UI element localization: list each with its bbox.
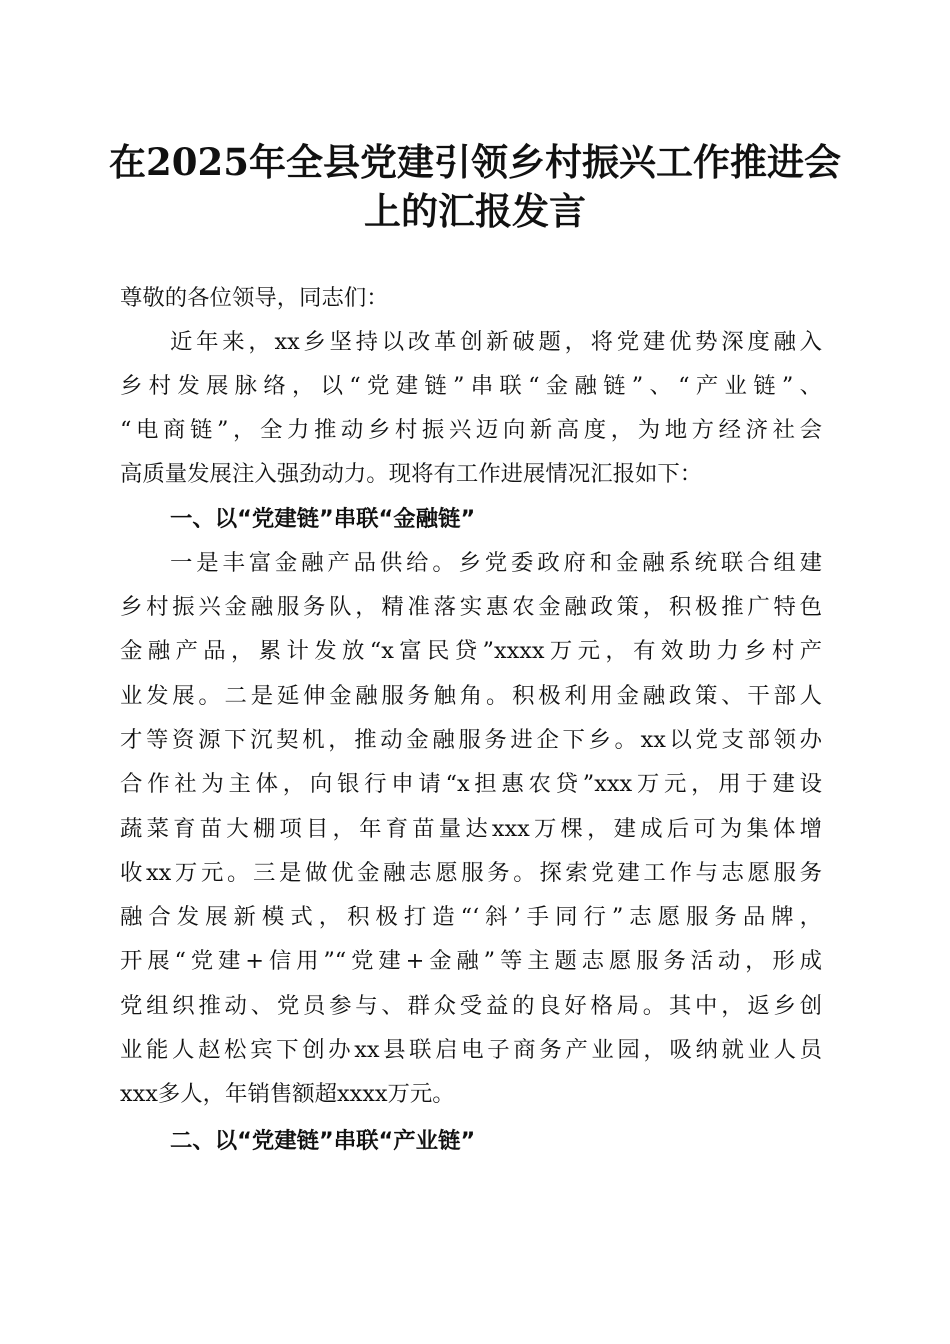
document-title-line-2: 上的汇报发言 (364, 189, 586, 233)
section-1-line: 收xx万元。三是做优金融志愿服务。探索党建工作与志愿服务 (120, 860, 822, 886)
section-2-heading: 二、以“党建链”串联“产业链” (170, 1128, 476, 1154)
section-1-line: 才等资源下沉契机，推动金融服务进企下乡。xx以党支部领办 (120, 727, 822, 753)
greeting: 尊敬的各位领导，同志们： (120, 285, 389, 311)
section-1-line: 蔬菜育苗大棚项目，年育苗量达xxx万棵，建成后可为集体增 (120, 816, 822, 842)
intro-line: 近年来，xx乡坚持以改革创新破题，将党建优势深度融入 (170, 329, 822, 355)
section-1-line: 乡村振兴金融服务队，精准落实惠农金融政策，积极推广特色 (120, 594, 822, 620)
intro-line: “电商链”，全力推动乡村振兴迈向新高度，为地方经济社会 (120, 417, 822, 443)
document-title-line-1: 在2025年全县党建引领乡村振兴工作推进会 (109, 140, 841, 184)
section-1-line: 开展“党建+信用”“党建+金融”等主题志愿服务活动，形成 (120, 948, 822, 974)
section-1-line: xxx多人，年销售额超xxxx万元。 (120, 1081, 455, 1107)
section-1-line: 融合发展新模式，积极打造“‘斜’手同行”志愿服务品牌， (120, 904, 822, 930)
section-1-line: 一是丰富金融产品供给。乡党委政府和金融系统联合组建 (170, 550, 822, 576)
intro-line: 高质量发展注入强劲动力。现将有工作进展情况汇报如下： (120, 461, 703, 487)
section-1-line: 业能人赵松宾下创办xx县联启电子商务产业园，吸纳就业人员 (120, 1037, 822, 1063)
section-1-line: 党组织推动、党员参与、群众受益的良好格局。其中，返乡创 (120, 993, 822, 1019)
intro-line: 乡村发展脉络，以“党建链”串联“金融链”、“产业链”、 (120, 373, 822, 399)
section-1-line: 金融产品，累计发放“x富民贷”xxxx万元，有效助力乡村产 (120, 638, 822, 664)
section-1-line: 合作社为主体，向银行申请“x担惠农贷”xxx万元，用于建设 (120, 771, 822, 797)
section-1-heading: 一、以“党建链”串联“金融链” (170, 506, 476, 532)
section-1-line: 业发展。二是延伸金融服务触角。积极利用金融政策、干部人 (120, 683, 822, 709)
